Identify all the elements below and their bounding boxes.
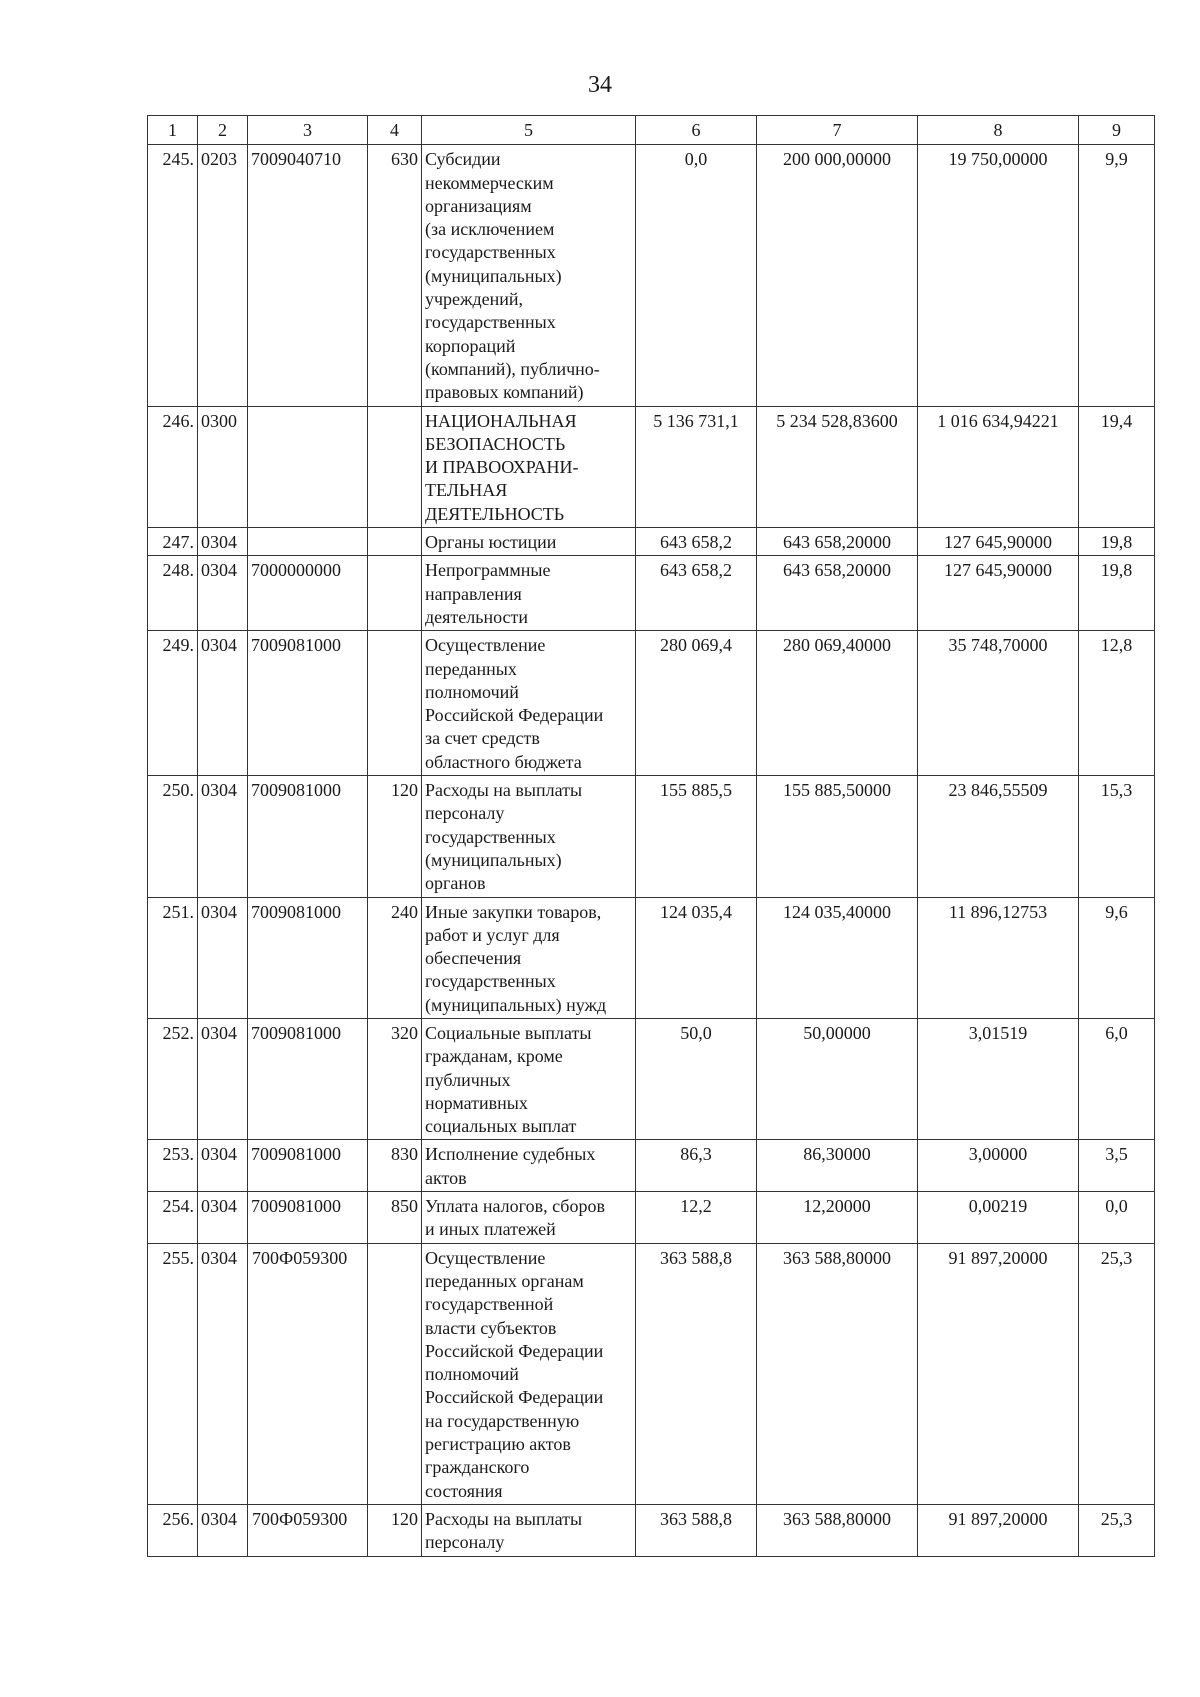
target-article-cell: 7009081000 [248,897,368,1018]
expense-type-cell: 120 [368,776,422,897]
column-header: 9 [1079,116,1155,145]
row-number-cell: 248. [148,556,198,631]
value-col8-cell: 3,01519 [918,1018,1079,1139]
value-col9-cell: 19,4 [1079,406,1155,527]
value-col6-cell: 155 885,5 [636,776,757,897]
section-code-cell: 0203 [198,145,248,406]
value-col8-cell: 19 750,00000 [918,145,1079,406]
value-col9-cell: 0,0 [1079,1192,1155,1244]
target-article-cell: 7009081000 [248,776,368,897]
row-number-cell: 255. [148,1243,198,1504]
value-col7-cell: 643 658,20000 [757,528,918,556]
row-number-cell: 256. [148,1504,198,1556]
row-number-cell: 251. [148,897,198,1018]
value-col8-cell: 127 645,90000 [918,556,1079,631]
value-col9-cell: 15,3 [1079,776,1155,897]
value-col7-cell: 5 234 528,83600 [757,406,918,527]
value-col6-cell: 50,0 [636,1018,757,1139]
item-name-cell [422,1243,636,1504]
expense-type-cell: 120 [368,1504,422,1556]
table-row [148,145,1155,406]
table-row [148,1243,1155,1504]
section-code-cell: 0304 [198,1243,248,1504]
value-col7-cell: 124 035,40000 [757,897,918,1018]
expense-type-cell: 320 [368,1018,422,1139]
value-col8-cell: 0,00219 [918,1192,1079,1244]
section-code-cell: 0304 [198,1140,248,1192]
item-name-cell [422,631,636,776]
value-col8-cell: 91 897,20000 [918,1243,1079,1504]
value-col9-cell: 25,3 [1079,1504,1155,1556]
expense-type-cell: 830 [368,1140,422,1192]
row-number-cell: 254. [148,1192,198,1244]
column-header: 1 [148,116,198,145]
target-article-cell [248,406,368,527]
budget-table [147,115,1155,1557]
row-number-cell: 246. [148,406,198,527]
row-number-cell: 245. [148,145,198,406]
item-name-text: Осуществление переданных органам государственной власти субъектов Российской Федерации полномочий Российской Федерации на государственную регистрацию актов гражданского состояния [425,1247,604,1501]
expense-type-cell [368,1243,422,1504]
item-name-cell [422,406,636,527]
column-header: 5 [422,116,636,145]
value-col8-cell: 127 645,90000 [918,528,1079,556]
value-col9-cell: 19,8 [1079,556,1155,631]
value-col9-cell: 12,8 [1079,631,1155,776]
value-col7-cell: 363 588,80000 [757,1243,918,1504]
value-col6-cell: 0,0 [636,145,757,406]
item-name-text: Органы юстиции [425,532,557,553]
target-article-cell: 7009040710 [248,145,368,406]
value-col6-cell: 5 136 731,1 [636,406,757,527]
column-header: 2 [198,116,248,145]
table-row [148,776,1155,897]
section-code-cell: 0304 [198,631,248,776]
value-col8-cell: 23 846,55509 [918,776,1079,897]
value-col6-cell: 124 035,4 [636,897,757,1018]
table-row [148,406,1155,527]
target-article-cell: 7000000000 [248,556,368,631]
row-number-cell: 250. [148,776,198,897]
item-name-cell [422,556,636,631]
value-col8-cell: 11 896,12753 [918,897,1079,1018]
column-header: 7 [757,116,918,145]
value-col7-cell: 86,30000 [757,1140,918,1192]
row-number-cell: 253. [148,1140,198,1192]
table-row [148,1192,1155,1244]
value-col6-cell: 280 069,4 [636,631,757,776]
value-col6-cell: 643 658,2 [636,556,757,631]
value-col8-cell: 1 016 634,94221 [918,406,1079,527]
column-header: 8 [918,116,1079,145]
value-col7-cell: 50,00000 [757,1018,918,1139]
section-code-cell: 0304 [198,1192,248,1244]
expense-type-cell: 850 [368,1192,422,1244]
item-name-text: Непрограммные направления деятельности [425,560,551,627]
value-col6-cell: 363 588,8 [636,1504,757,1556]
table-row [148,528,1155,556]
value-col6-cell: 643 658,2 [636,528,757,556]
value-col7-cell: 363 588,80000 [757,1504,918,1556]
row-number-cell: 252. [148,1018,198,1139]
section-code-cell: 0300 [198,406,248,527]
section-code-cell: 0304 [198,776,248,897]
section-code-cell: 0304 [198,897,248,1018]
section-code-cell: 0304 [198,528,248,556]
section-code-cell: 0304 [198,1504,248,1556]
row-number-cell: 249. [148,631,198,776]
target-article-cell [248,528,368,556]
header-row [148,116,1155,145]
value-col8-cell: 91 897,20000 [918,1504,1079,1556]
item-name-cell [422,1192,636,1244]
item-name-text: Расходы на выплаты персоналу [425,1508,583,1553]
value-col7-cell: 12,20000 [757,1192,918,1244]
value-col6-cell: 363 588,8 [636,1243,757,1504]
item-name-text: Осуществление переданных полномочий Российской Федерации за счет средств областного бюджета [425,635,604,772]
value-col8-cell: 3,00000 [918,1140,1079,1192]
expense-type-cell [368,556,422,631]
value-col8-cell: 35 748,70000 [918,631,1079,776]
item-name-cell [422,1018,636,1139]
row-number-cell: 247. [148,528,198,556]
target-article-cell: 7009081000 [248,1018,368,1139]
target-article-cell: 700Ф059300 [248,1504,368,1556]
item-name-text: Уплата налогов, сборов и иных платежей [425,1196,605,1240]
table-row [148,556,1155,631]
item-name-cell [422,897,636,1018]
table-row [148,1018,1155,1139]
value-col9-cell: 19,8 [1079,528,1155,556]
expense-type-cell [368,406,422,527]
table-body [148,145,1155,1556]
value-col7-cell: 280 069,40000 [757,631,918,776]
item-name-text: НАЦИОНАЛЬНАЯ БЕЗОПАСНОСТЬ И ПРАВООХРАНИ- ТЕЛЬНАЯ ДЕЯТЕЛЬНОСТЬ [425,410,579,524]
item-name-text: Иные закупки товаров, работ и услуг для обеспечения государственных (муниципальных) нужд [425,901,607,1015]
page-number: 34 [588,72,612,98]
value-col7-cell: 643 658,20000 [757,556,918,631]
value-col9-cell: 6,0 [1079,1018,1155,1139]
value-col9-cell: 3,5 [1079,1140,1155,1192]
target-article-cell: 7009081000 [248,631,368,776]
item-name-cell [422,1504,636,1556]
value-col7-cell: 155 885,50000 [757,776,918,897]
expense-type-cell [368,528,422,556]
value-col9-cell: 9,6 [1079,897,1155,1018]
item-name-text: Исполнение судебных актов [425,1144,596,1188]
value-col9-cell: 25,3 [1079,1243,1155,1504]
value-col7-cell: 200 000,00000 [757,145,918,406]
expense-type-cell: 240 [368,897,422,1018]
item-name-text: Расходы на выплаты персоналу государственных (муниципальных) органов [425,780,583,894]
target-article-cell: 700Ф059300 [248,1243,368,1504]
value-col6-cell: 12,2 [636,1192,757,1244]
target-article-cell: 7009081000 [248,1140,368,1192]
item-name-cell [422,528,636,556]
target-article-cell: 7009081000 [248,1192,368,1244]
table-row [148,897,1155,1018]
item-name-text: Социальные выплаты гражданам, кроме публичных нормативных социальных выплат [425,1022,592,1137]
item-name-text: Субсидии некоммерческим организациям (за исключением государственных (муниципальных) учреждений, государственных корпораций (компаний), публично- правовых компаний) [425,149,600,403]
table-row [148,631,1155,776]
item-name-cell [422,1140,636,1192]
table-row [148,1504,1155,1556]
value-col9-cell: 9,9 [1079,145,1155,406]
expense-type-cell: 630 [368,145,422,406]
section-code-cell: 0304 [198,1018,248,1139]
column-header: 3 [248,116,368,145]
column-header: 6 [636,116,757,145]
item-name-cell [422,145,636,406]
column-header: 4 [368,116,422,145]
table-row [148,1140,1155,1192]
expense-type-cell [368,631,422,776]
item-name-cell [422,776,636,897]
section-code-cell: 0304 [198,556,248,631]
value-col6-cell: 86,3 [636,1140,757,1192]
